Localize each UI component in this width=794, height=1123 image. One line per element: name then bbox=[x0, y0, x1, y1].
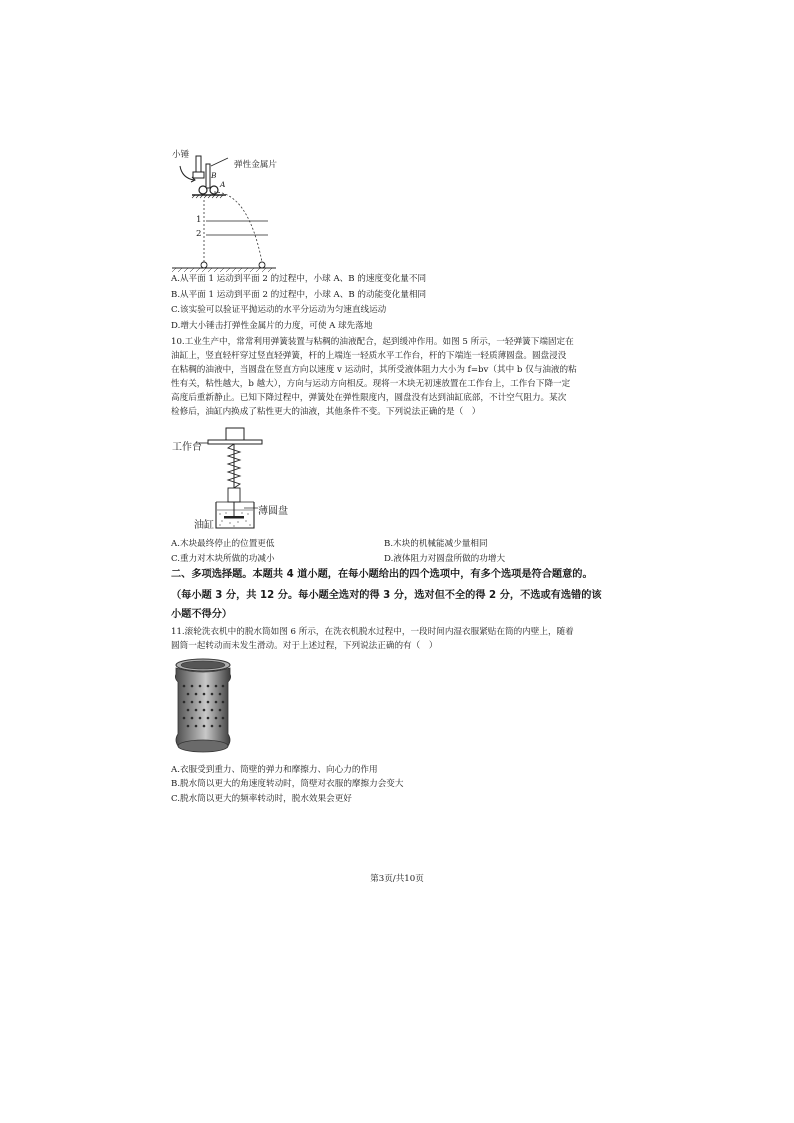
q9-option-a: A.从平面 1 运动到平面 2 的过程中，小球 A、B 的速度变化量不同 bbox=[171, 274, 427, 284]
q10-option-c: C.重力对木块所做的功减小 bbox=[171, 554, 275, 564]
label-plane-2: 2 bbox=[196, 229, 202, 239]
q11-option-c: C.脱水筒以更大的频率转动时，脱水效果会更好 bbox=[171, 794, 352, 804]
q11-stem-line-1: 11.滚轮洗衣机中的脱水筒如图 6 所示，在洗衣机脱水过程中，一段时间内湿衣服紧贴在筒的内壁上，随着 bbox=[171, 627, 574, 637]
section-2-heading-line-2: （每小题 3 分，共 12 分。每小题全选对的得 3 分，选对但不全的得 2 分，不选或有选错的该 bbox=[171, 590, 602, 601]
label-disk: 薄圆盘 bbox=[258, 506, 288, 517]
label-tank: 油缸 bbox=[194, 520, 214, 531]
figure-spring-damper bbox=[168, 424, 308, 532]
section-2-heading-line-1: 二、多项选择题。本题共 4 道小题，在每小题给出的四个选项中，有多个选项是符合题意的。 bbox=[171, 569, 593, 580]
q11-option-b: B.脱水筒以更大的角速度转动时，筒壁对衣服的摩擦力会变大 bbox=[171, 779, 404, 789]
figure-washer-drum bbox=[172, 656, 234, 756]
q10-stem-line-1: 10.工业生产中，常常利用弹簧装置与粘稠的油液配合，起到缓冲作用。如图 5 所示，一轻弹簧下端固定在 bbox=[171, 337, 574, 347]
label-ball-b: B bbox=[211, 171, 217, 180]
q10-stem-line-5: 高度后重新静止。已知下降过程中，弹簧处在弹性限度内，圆盘没有达到油缸底部，不计空气阻力。某次 bbox=[171, 393, 567, 403]
q10-option-d: D.液体阻力对圆盘所做的功增大 bbox=[384, 554, 506, 564]
label-hammer: 小锤 bbox=[172, 150, 190, 160]
q11-stem-line-2: 圆筒一起转动而未发生滑动。对于上述过程，下列说法正确的有（ ） bbox=[171, 641, 438, 651]
q10-stem-line-4: 性有关，粘性越大，b 越大），方向与运动方向相反。现将一木块无初速放置在工作台上，工作台下降一定 bbox=[171, 379, 571, 389]
q10-stem-line-3: 在粘稠的油液中，当圆盘在竖直方向以速度 v 运动时，其所受液体阻力大小为 f=bv（其中 b 仅与油液的粘 bbox=[171, 365, 577, 375]
q9-option-d: D.增大小锤击打弹性金属片的力度，可使 A 球先落地 bbox=[171, 321, 373, 331]
q10-option-b: B.木块的机械能减少量相同 bbox=[384, 539, 488, 549]
section-2-heading-line-3: 小题不得分） bbox=[171, 609, 233, 620]
q11-option-a: A.衣服受到重力、筒壁的弹力和摩擦力、向心力的作用 bbox=[171, 765, 378, 775]
label-plane-1: 1 bbox=[196, 215, 202, 225]
q10-stem-line-6: 检修后，油缸内换成了粘性更大的油液，其他条件不变。下列说法正确的是（ ） bbox=[171, 407, 481, 417]
label-spring-sheet: 弹性金属片 bbox=[234, 160, 277, 170]
q9-option-c: C.该实验可以验证平抛运动的水平分运动为匀速直线运动 bbox=[171, 305, 387, 315]
q9-option-b: B.从平面 1 运动到平面 2 的过程中，小球 A、B 的动能变化量相同 bbox=[171, 290, 427, 300]
page-number: 第3页/共10页 bbox=[370, 874, 424, 884]
q10-option-a: A.木块最终停止的位置更低 bbox=[171, 539, 275, 549]
label-platform: 工作台 bbox=[172, 442, 202, 453]
q10-stem-line-2: 油缸上，竖直轻杆穿过竖直轻弹簧，杆的上端连一轻质水平工作台，杆的下端连一轻质薄圆盘。圆盘浸没 bbox=[171, 351, 567, 361]
washer-drum-photo bbox=[172, 656, 234, 756]
label-ball-a: A bbox=[220, 180, 226, 189]
figure-drop-experiment bbox=[168, 144, 278, 274]
